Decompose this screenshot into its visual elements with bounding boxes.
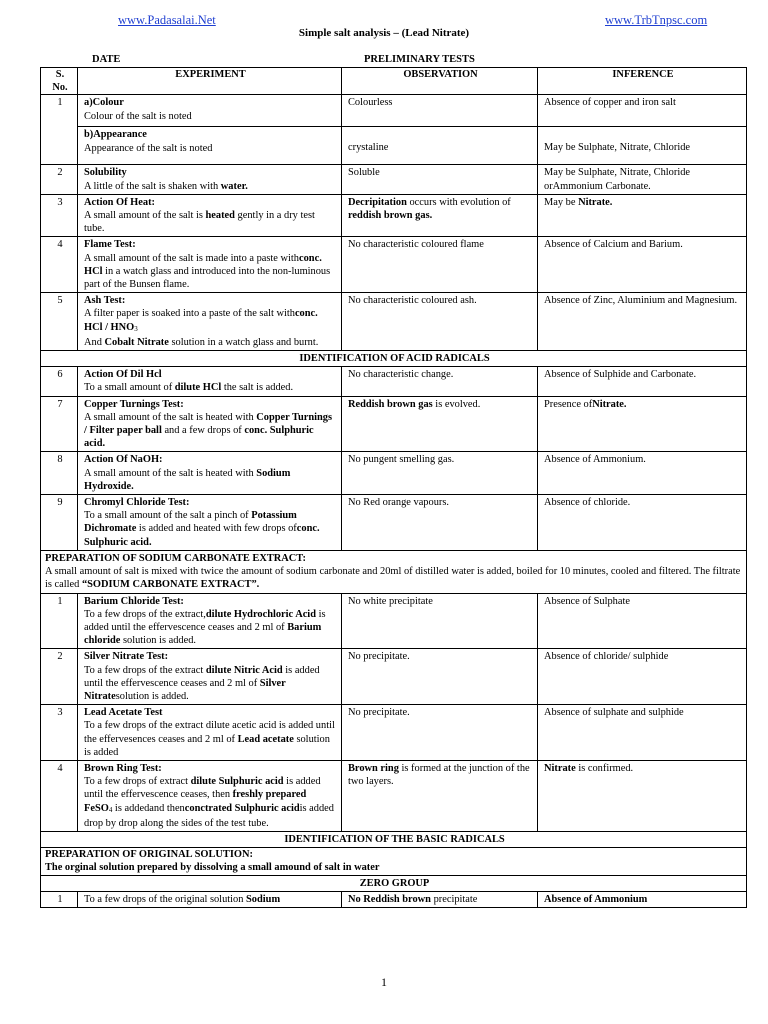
- table-row: [41, 293, 747, 351]
- row-sno: 5: [41, 293, 78, 351]
- col-observation: OBSERVATION: [342, 68, 538, 95]
- table-row: [41, 165, 747, 194]
- observation-cell: Colourless: [342, 95, 538, 127]
- observation-cell: No precipitate.: [342, 649, 538, 705]
- experiment-cell: a)Colour Colour of the salt is noted: [78, 95, 342, 127]
- col-inference: INFERENCE: [538, 68, 747, 95]
- extract-preparation-cell: PREPARATION OF SODIUM CARBONATE EXTRACT: A small amount of salt is mixed with twice the amount of sodium carbonate and 20ml of distilled water is added, boiled for 10 minutes, cooled and filtered. The filtrate is called “SODIUM CARBONATE EXTRACT”.: [41, 550, 747, 593]
- observation-cell: No Reddish brown precipitate: [342, 891, 538, 907]
- experiment-cell: Brown Ring Test: To a few drops of extract dilute Sulphuric acid is added until the effervescence ceases, then freshly prepared FeSO4 is addedand thenconctrated Sulphuric acidis added drop by drop along the sides of the test tube.: [78, 760, 342, 831]
- inference-cell: May be Sulphate, Nitrate, Chloride: [538, 127, 747, 165]
- table-row: [41, 649, 747, 705]
- original-solution-row: [41, 848, 747, 875]
- zero-group-heading: ZERO GROUP: [41, 875, 747, 891]
- section-heading-row: [41, 831, 747, 847]
- row-sno: 3: [41, 194, 78, 237]
- table-row: [41, 95, 747, 127]
- row-sno: 2: [41, 649, 78, 705]
- row-sno: 6: [41, 367, 78, 396]
- original-solution-cell: [41, 848, 747, 875]
- inference-cell: Absence of Ammonium.: [538, 452, 747, 495]
- observation-cell: No characteristic change.: [342, 367, 538, 396]
- table-row: [41, 367, 747, 396]
- row-sno: 1: [41, 95, 78, 165]
- inference-cell: Absence of sulphate and sulphide: [538, 705, 747, 761]
- inference-cell: May be Nitrate.: [538, 194, 747, 237]
- date-label: DATE: [92, 54, 121, 65]
- inference-cell: Absence of chloride.: [538, 495, 747, 551]
- experiment-cell: Silver Nitrate Test: To a few drops of the extract dilute Nitric Acid is added until the effervescence ceases and 2 ml of Silver Nitratesolution is added.: [78, 649, 342, 705]
- observation-cell: Brown ring is formed at the junction of the two layers.: [342, 760, 538, 831]
- col-experiment: EXPERIMENT: [78, 68, 342, 95]
- observation-cell: No pungent smelling gas.: [342, 452, 538, 495]
- section-heading-row: [41, 875, 747, 891]
- padasalai-link[interactable]: www.Padasalai.Net: [118, 13, 216, 27]
- extract-preparation-row: [41, 550, 747, 593]
- table-row: [41, 593, 747, 649]
- row-sno: 9: [41, 495, 78, 551]
- inference-cell: Absence of chloride/ sulphide: [538, 649, 747, 705]
- inference-cell: Absence of Sulphate: [538, 593, 747, 649]
- inference-cell: May be Sulphate, Nitrate, Chloride orAmmonium Carbonate.: [538, 165, 747, 194]
- original-solution-heading: PREPARATION OF ORIGINAL SOLUTION:: [45, 849, 253, 861]
- observation-cell: Decripitation occurs with evolution of reddish brown gas.: [342, 194, 538, 237]
- trbtnpsc-link[interactable]: www.TrbTnpsc.com: [605, 13, 708, 27]
- inference-cell: Absence of Calcium and Barium.: [538, 237, 747, 293]
- salt-analysis-table: [40, 67, 747, 908]
- observation-cell: No characteristic coloured ash.: [342, 293, 538, 351]
- row-sno: 1: [41, 891, 78, 907]
- observation-cell: crystaline: [342, 127, 538, 165]
- basic-radicals-heading: IDENTIFICATION OF THE BASIC RADICALS: [41, 831, 747, 847]
- row-sno: 8: [41, 452, 78, 495]
- table-row: [41, 127, 747, 165]
- page-number: 1: [381, 975, 387, 989]
- col-sno: S. No.: [41, 68, 78, 95]
- table-row: [41, 705, 747, 761]
- experiment-cell: Lead Acetate Test To a few drops of the extract dilute acetic acid is added until the effervesences ceases and 2 ml of Lead acetate solution is added: [78, 705, 342, 761]
- inference-cell: Absence of Zinc, Aluminium and Magnesium.: [538, 293, 747, 351]
- experiment-cell: b)Appearance Appearance of the salt is noted: [78, 127, 342, 165]
- table-row: [41, 891, 747, 907]
- inference-cell: Absence of Sulphide and Carbonate.: [538, 367, 747, 396]
- acid-radicals-heading: IDENTIFICATION OF ACID RADICALS: [41, 351, 747, 367]
- row-sno: 7: [41, 396, 78, 452]
- row-sno: 1: [41, 593, 78, 649]
- preliminary-tests-heading: PRELIMINARY TESTS: [364, 54, 475, 65]
- original-solution-text: The orginal solution prepared by dissolving a small amound of salt in water: [45, 862, 380, 874]
- observation-cell: No Red orange vapours.: [342, 495, 538, 551]
- experiment-cell: To a few drops of the original solution Sodium: [78, 891, 342, 907]
- experiment-cell: Barium Chloride Test: To a few drops of the extract,dilute Hydrochloric Acid is added until the effervescence ceases and 2 ml of Barium chloride solution is added.: [78, 593, 342, 649]
- table-row: [41, 237, 747, 293]
- table-row: [41, 495, 747, 551]
- section-heading-row: [41, 351, 747, 367]
- table-row: [41, 194, 747, 237]
- table-row: [41, 452, 747, 495]
- inference-cell: Absence of copper and iron salt: [538, 95, 747, 127]
- page-title: Simple salt analysis – (Lead Nitrate): [298, 27, 470, 39]
- observation-cell: No white precipitate: [342, 593, 538, 649]
- table-row: [41, 760, 747, 831]
- experiment-cell: Solubility A little of the salt is shaken with water.: [78, 165, 342, 194]
- row-sno: 3: [41, 705, 78, 761]
- inference-cell: Presence ofNitrate.: [538, 396, 747, 452]
- observation-cell: Soluble: [342, 165, 538, 194]
- experiment-cell: Flame Test: A small amount of the salt is made into a paste withconc. HCl in a watch glass and introduced into the non-luminous part of the Bunsen flame.: [78, 237, 342, 293]
- inference-cell: Nitrate is confirmed.: [538, 760, 747, 831]
- table-header-row: [41, 68, 747, 95]
- extract-heading: PREPARATION OF SODIUM CARBONATE EXTRACT:: [45, 552, 306, 564]
- experiment-cell: Copper Turnings Test: A small amount of the salt is heated with Copper Turnings / Filter paper ball and a few drops of conc. Sulphuric acid.: [78, 396, 342, 452]
- experiment-cell: Ash Test: A filter paper is soaked into a paste of the salt withconc. HCl / HNO3 And Cobalt Nitrate solution in a watch glass and burnt.: [78, 293, 342, 351]
- row-sno: 4: [41, 237, 78, 293]
- row-sno: 4: [41, 760, 78, 831]
- observation-cell: Reddish brown gas is evolved.: [342, 396, 538, 452]
- inference-cell: Absence of Ammonium: [538, 891, 747, 907]
- experiment-cell: Chromyl Chloride Test: To a small amount of the salt a pinch of Potassium Dichromate is added and heated with few drops ofconc. Sulphuric acid.: [78, 495, 342, 551]
- experiment-cell: Action Of Dil Hcl To a small amount of dilute HCl the salt is added.: [78, 367, 342, 396]
- experiment-cell: Action Of Heat: A small amount of the salt is heated gently in a dry test tube.: [78, 194, 342, 237]
- observation-cell: No characteristic coloured flame: [342, 237, 538, 293]
- observation-cell: No precipitate.: [342, 705, 538, 761]
- experiment-cell: Action Of NaOH: A small amount of the salt is heated with Sodium Hydroxide.: [78, 452, 342, 495]
- row-sno: 2: [41, 165, 78, 194]
- table-row: [41, 396, 747, 452]
